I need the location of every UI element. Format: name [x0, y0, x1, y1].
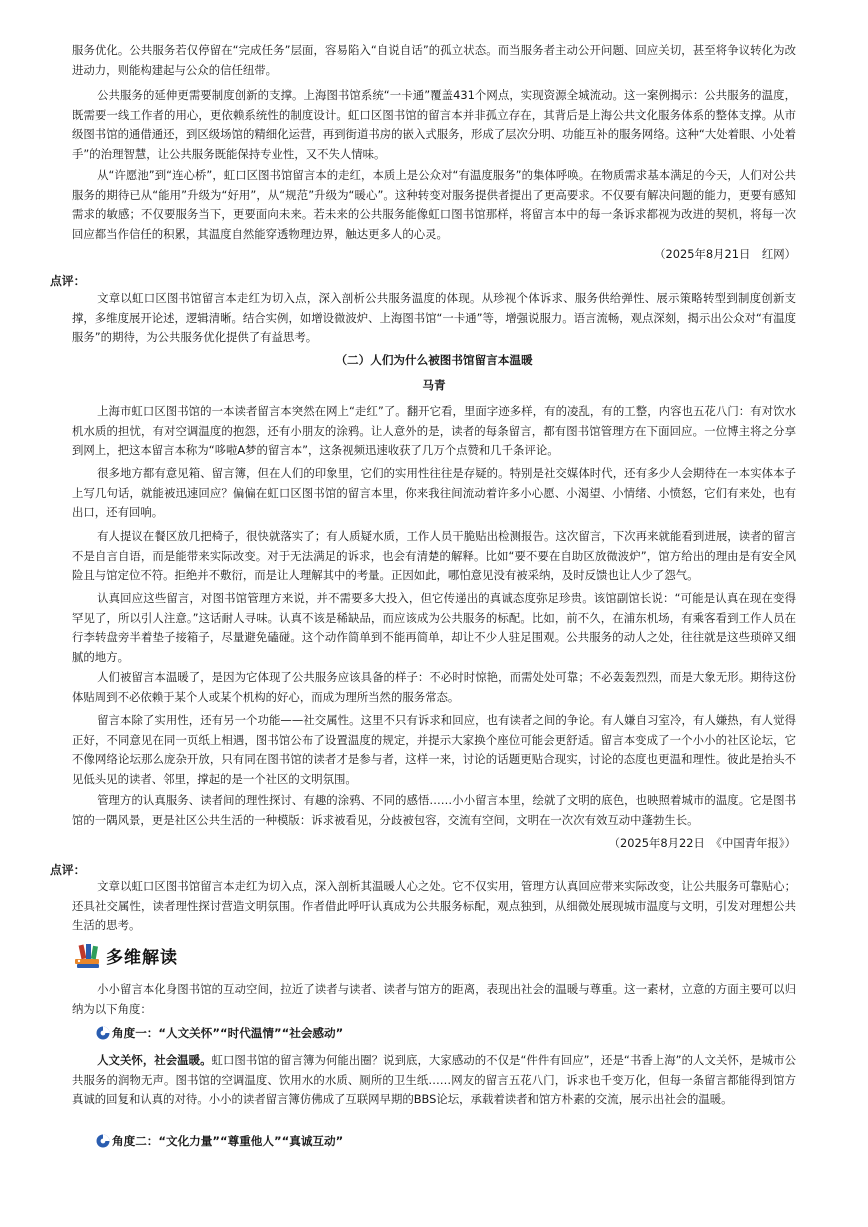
angle-heading-2 [96, 1133, 343, 1149]
angle-heading-1-text: 角度一：“人文关怀”“时代温情”“社会感动” [112, 1026, 344, 1040]
angle-text-1: 虹口图书馆的留言簿为何能出圈？说到底，大家感动的不仅是“件件有回应”，还是“书香上海”的人文关怀，是城市公共服务的润物无声。图书馆的空调温度、饮用水的水质、厕所的卫生纸……网友的留言五花八门，诉求也千变万化，但每一条留言都能得到馆方真诚的回复和认真的对待。小小的读者留言簿仿佛成了互联网早期的BBS论坛，承载着读者和馆方朴素的交流，展示出社会的温暖。 [72, 1053, 796, 1106]
angle-heading-2-text: 角度二：“文化力量”“尊重他人”“真诚互动” [112, 1134, 344, 1148]
section-header [72, 937, 178, 973]
article-paragraph-7: 管理方的认真服务、读者间的理性探讨、有趣的涂鸦、不同的感悟……小小留言本里，绘就了文明的底色，也映照着城市的温度。它是图书馆的一隅风景，更是社区公共生活的一种模版：诉求被看见，分歧被包容，交流有空间，文明在一次次有效互动中蓬勃生长。 [72, 793, 796, 827]
comment-paragraph-1: 文章以虹口区图书馆留言本走红为切入点，深入剖析公共服务温度的体现。从珍视个体诉求、服务供给弹性、展示策略转型到制度创新支撑，多维度展开论述，逻辑清晰。结合实例，如增设微波炉、上海图书馆“一卡通”等，增强说服力。语言流畅，观点深刻，揭示出公众对“有温度服务”的期待，为公共服务优化提供了有益思考。 [72, 291, 796, 344]
books-icon [72, 939, 104, 971]
angle-heading-1 [96, 1025, 343, 1041]
pie-chart-icon [96, 1134, 110, 1148]
comment-paragraph-2: 文章以虹口区图书馆留言本走红为切入点，深入剖析其温暖人心之处。它不仅实用，管理方认真回应带来实际改变，让公共服务可靠贴心；还具社交属性，读者理性探讨营造文明氛围。作者借此呼吁认真成为公共服务标配，观点独到，从细微处展现城市温度与文明，引发对理想公共生活的思考。 [72, 879, 796, 932]
paragraph-continued: 服务优化。公共服务若仅停留在“完成任务”层面，容易陷入“自说自话”的孤立状态。而当服务者主动公开问题、回应关切，甚至将争议转化为改进动力，则能构建起与公众的信任纽带。 [72, 43, 796, 77]
intro-paragraph: 小小留言本化身图书馆的互动空间，拉近了读者与读者、读者与馆方的距离，表现出社会的温暖与尊重。这一素材，立意的方面主要可以归纳为以下角度： [72, 982, 796, 1016]
comment-label-2: 点评： [50, 863, 86, 877]
article-paragraph-1: 上海市虹口区图书馆的一本读者留言本突然在网上“走红”了。翻开它看，里面字迹多样，有的凌乱，有的工整，内容也五花八门：有对饮水机水质的担忧，有对空调温度的抱怨，还有小朋友的涂鸦。让人意外的是，读者的每条留言，都有图书馆管理方在下面回应。一位博主将之分享到网上，把这本留言本称为“哆啦A梦的留言本”，这条视频迅速收获了几万个点赞和几千条评论。 [72, 404, 796, 457]
source-citation-1: （2025年8月21日 红网） [654, 247, 796, 261]
comment-label-1: 点评： [50, 274, 86, 288]
angle-paragraph-1 [72, 1051, 796, 1110]
article-paragraph-4: 认真回应这些留言，对图书馆管理方来说，并不需要多大投入，但它传递出的真诚态度弥足珍贵。该馆副馆长说：“可能是认真在现在变得罕见了，所以引人注意。”这话耐人寻味。认真不该是稀缺品，而应该成为公共服务的标配。比如，前不久，在浦东机场，有乘客看到工作人员在行李转盘旁半着垫子接箱子，尽量避免磕碰。这个动作简单到不能再简单，却让不少人驻足围观。公共服务的动人之处，往往就是这些琐碎又细腻的地方。 [72, 591, 796, 664]
article-paragraph-5: 人们被留言本温暖了，是因为它体现了公共服务应该具备的样子：不必时时惊艳，而需处处可靠；不必轰轰烈烈，而是大象无形。期待这份体贴周到不必依赖于某个人或某个机构的好心，而成为理所当然的服务常态。 [72, 670, 796, 704]
article-paragraph-2: 很多地方都有意见箱、留言簿，但在人们的印象里，它们的实用性往往是存疑的。特别是社交媒体时代，还有多少人会期待在一本实体本子上写几句话，就能被迅速回应？偏偏在虹口区图书馆的留言本里，你来我往间流动着许多小心愿、小渴望、小情绪、小愤怒，它们有来处，也有出口，还有回响。 [72, 466, 796, 519]
source-citation-2: （2025年8月22日 《中国青年报》） [608, 836, 796, 850]
article-paragraph-3: 有人提议在餐区放几把椅子，很快就落实了；有人质疑水质，工作人员干脆贴出检测报告。这次留言，下次再来就能看到进展，读者的留言不是自言自语，而是能带来实际改变。对于无法满足的诉求，也会有清楚的解释。比如“要不要在自助区放微波炉”，馆方给出的理由是有安全风险且与馆定位不符。拒绝并不敷衍，而是让人理解其中的考量。正因如此，哪怕意见没有被采纳，及时反馈也让人少了怨气。 [72, 529, 796, 582]
paragraph-institutional-support: 公共服务的延伸更需要制度创新的支撑。上海图书馆系统“一卡通”覆盖431个网点，实现资源全城流动。这一案例揭示：公共服务的温度，既需要一线工作者的用心，更依赖系统性的制度设计。虹口区图书馆的留言本并非孤立存在，其背后是上海公共文化服务体系的整体支撑。从市级图书馆的通借通还，到区级场馆的精细化运营，再到街道书房的嵌入式服务，形成了层次分明、功能互补的服务网络。这种“大处着眼、小处着手”的治理智慧，让公共服务既能保持专业性，又不失人情味。 [72, 88, 796, 161]
article-title: （二）人们为什么被图书馆留言本温暖 [335, 353, 533, 367]
section-title: 多维解读 [106, 947, 178, 968]
article-author: 马青 [422, 378, 446, 392]
article-paragraph-6: 留言本除了实用性，还有另一个功能——社交属性。这里不只有诉求和回应，也有读者之间的争论。有人嫌自习室冷，有人嫌热，有人觉得正好，不同意见在同一页纸上相遇，图书馆公布了设置温度的规定，并提示大家换个座位可能会更舒适。留言本变成了一个小小的社区论坛，它不像网络论坛那么庞杂开放，只有同在图书馆的读者才是参与者，这样一来，讨论的话题更贴合现实，讨论的态度也更温和理性。彼此是抬头不见低头见的读者、邻里，撑起的是一个社区的文明氛围。 [72, 713, 796, 786]
pie-chart-icon [96, 1026, 110, 1040]
paragraph-warm-service: 从“许愿池”到“连心桥”，虹口区图书馆留言本的走红，本质上是公众对“有温度服务”的集体呼唤。在物质需求基本满足的今天，人们对公共服务的期待已从“能用”升级为“好用”，从“规范”升级为“暖心”。这种转变对服务提供者提出了更高要求。不仅要有解决问题的能力，更要有感知需求的敏感；不仅要服务当下，更要面向未来。若未来的公共服务能像虹口图书馆那样，将留言本中的每一条诉求都视为改进的契机，将每一次回应都当作信任的积累，其温度自然能穿透物理边界，触达更多人的心灵。 [72, 168, 796, 241]
angle-lead-1: 人文关怀，社会温暖。 [97, 1053, 212, 1067]
